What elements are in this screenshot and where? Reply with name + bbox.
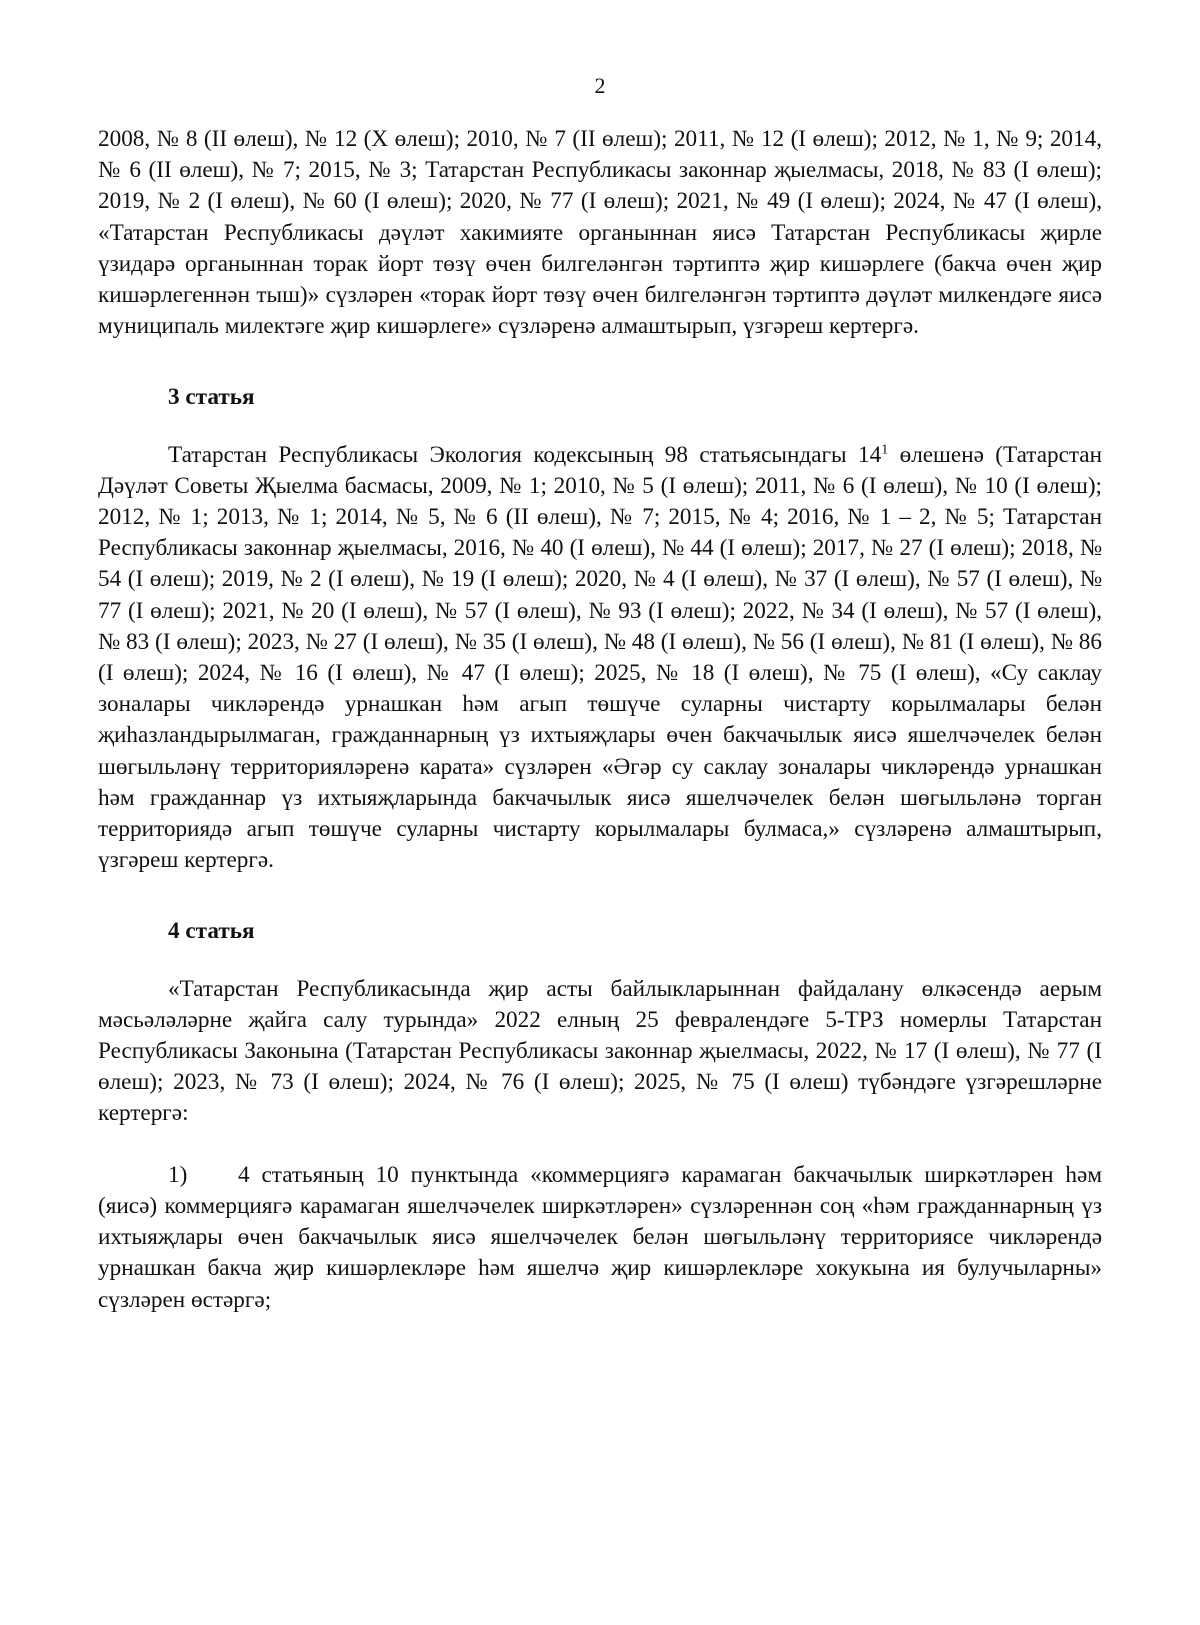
article-3-text-rest: өлешенә (Татарстан Дәүләт Советы Җыелма басмасы, 2009, № 1; 2010, № 5 (I өлеш); 2011, № 6 (I өлеш), № 10 (I өлеш); 2012, № 1; 2013, № 1; 2014, № 5, № 6 (II өлеш), № 7; 2015, № 4; 2016, № 1 – 2, № 5; Татарстан Республикасы законнар җыелмасы, 2016, № 40 (I өлеш), № 44 (I өлеш); 2017, № 27 (I өлеш); 2018, № 54 (I өлеш); 2019, № 2 (I өлеш), № 19 (I өлеш); 2020, № 4 (I өлеш), № 37 (I өлеш), № 57 (I өлеш), № 77 (I өлеш); 2021, № 20 (I өлеш), № 57 (I өлеш), № 93 (I өлеш); 2022, № 34 (I өлеш), № 57 (I өлеш), № 83 (I өлеш); 2023, № 27 (I өлеш), № 35 (I өлеш), № 48 (I өлеш), № 56 (I өлеш), № 81 (I өлеш), № 86 (I өлеш); 2024, № 16 (I өлеш), № 47 (I өлеш); 2025, № 18 (I өлеш), № 75 (I өлеш), «Су саклау зоналары чикләрендә урнашкан һәм агып төшүче суларны чистарту корылмалары белән җиһазландырылмаган, гражданнарның үз ихтыяҗлары өчен бакчачылык яисә яшелчәчелек белән шөгыльләнү территорияләренә карата» сүзләрен «Әгәр су саклау зоналары чикләрендә урнашкан һәм гражданнар үз ихтыяҗларында бакчачылык яисә яшелчәчелек белән шөгыльләнә торган территориядә агып төшүче суларны чистарту корылмалары булмаса,» сүзләренә алмаштырып, үзгәреш кертергә. <box>98 441 1103 874</box>
article-3-text-start: Татарстан Республикасы Экология кодексының 98 статьясындагы 14 <box>168 441 882 468</box>
intro-paragraph: 2008, № 8 (II өлеш), № 12 (X өлеш); 2010, № 7 (II өлеш); 2011, № 12 (I өлеш); 2012, № 1, № 9; 2014, № 6 (II өлеш), № 7; 2015, № 3; Татарстан Республикасы законнар җыелмасы, 2018, № 83 (I өлеш); 2019, № 2 (I өлеш), № 60 (I өлеш); 2020, № 77 (I өлеш); 2021, № 49 (I өлеш); 2024, № 47 (I өлеш), «Татарстан Республикасы дәүләт хакимияте органыннан яисә Татарстан Республикасы җирле үзидарә органыннан торак йорт төзү өчен билгеләнгән тәртиптә җир кишәрлеге (бакча өчен җир кишәрлегеннән тыш)» сүзләрен «торак йорт төзү өчен билгеләнгән тәртиптә дәүләт милкендәге яисә муниципаль милектәге җир кишәрлеге» сүзләренә алмаштырып, үзгәреш кертергә. <box>98 126 1102 340</box>
article-3-superscript: 1 <box>881 441 889 457</box>
article-4-item-1 <box>98 1160 1102 1316</box>
page-number: 2 <box>594 73 606 98</box>
item-1-text: 4 статьяның 10 пунктында «коммерциягә карамаган бакчачылык ширкәтләрен һәм (яисә) коммерциягә карамаган яшелчәчелек ширкәтләрен» сүзләреннән соң «һәм гражданнарның үз ихтыяҗлары өчен бакчачылык яисә яшелчәчелек белән шөгыльләнү территориясе чикләрендә урнашкан бакча җир кишәрлекләре һәм яшелчә җир кишәрлекләре хокукына ия булучыларны» сүзләрен өстәргә; <box>98 1161 1102 1313</box>
article-4-intro: «Татарстан Республикасында җир асты байлыкларыннан файдалану өлкәсендә аерым мәсьәләләрне җайга салу турында» 2022 елның 25 февралендәге 5-ТРЗ номерлы Татарстан Республикасы Законына (Татарстан Республикасы законнар җыелмасы, 2022, № 17 (I өлеш), № 77 (I өлеш); 2023, № 73 (I өлеш); 2024, № 76 (I өлеш); 2025, № 75 (I өлеш) түбәндәге үзгәрешләрне кертергә: <box>98 975 1102 1127</box>
article-3-paragraph <box>98 440 1102 877</box>
article-4-heading: 4 статья <box>168 918 255 945</box>
item-1-number: 1) <box>168 1161 188 1188</box>
article-3-heading: 3 статья <box>168 384 255 411</box>
document-body <box>98 124 1102 1316</box>
